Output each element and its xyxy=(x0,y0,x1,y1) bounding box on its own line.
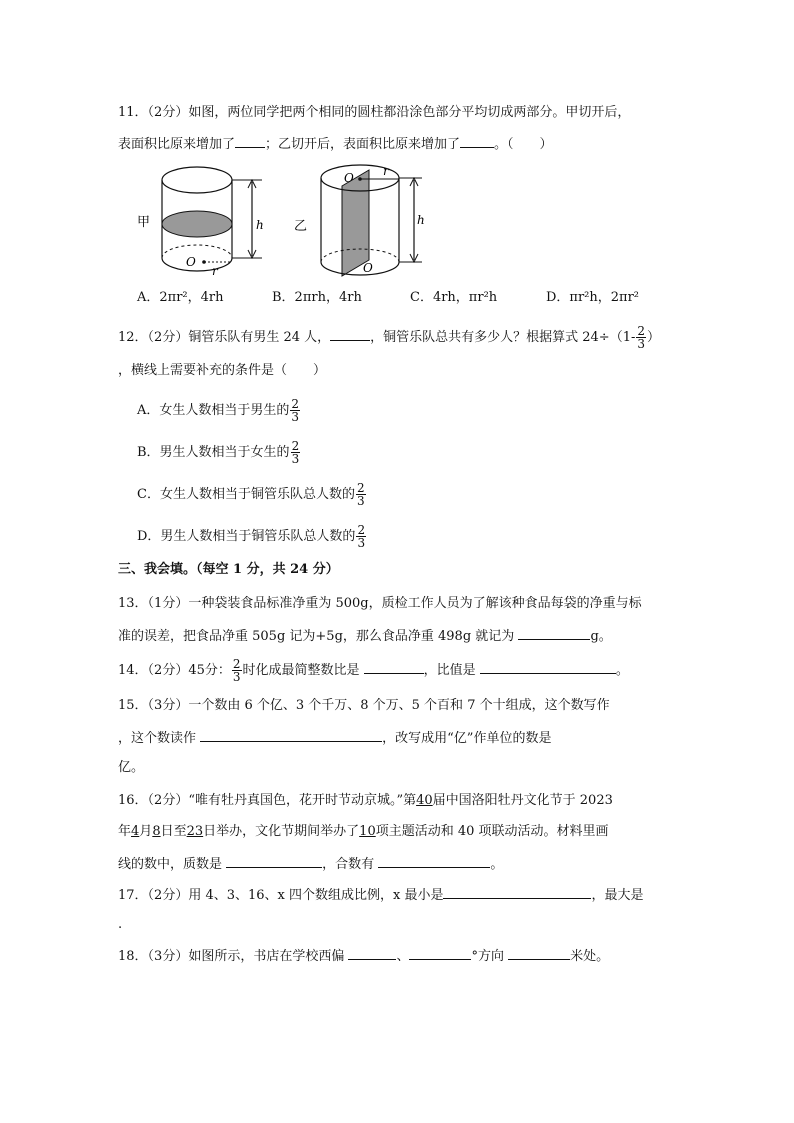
q15-line1: 15．（3分）一个数由 6 个亿、3 个千万、8 个万、5 个百和 7 个十组成，这个数写作 xyxy=(118,698,610,713)
q12-fraction: $\frac{2}{3}$ xyxy=(637,324,645,351)
q11-text-c: 。（ ） xyxy=(494,137,553,152)
q14-text-b: 时化成最简整数比是 xyxy=(242,663,360,678)
q16-blank-2[interactable] xyxy=(378,854,490,868)
q17-blank[interactable] xyxy=(443,885,591,899)
q11-figure xyxy=(134,158,434,284)
q14-text-a: 14．（2分）45分： xyxy=(118,663,231,678)
q11-line2 xyxy=(118,134,553,154)
q16-blank-1[interactable] xyxy=(226,854,322,868)
q13-blank[interactable] xyxy=(518,626,590,640)
q18-blank-3[interactable] xyxy=(508,946,570,960)
q11-option-b[interactable]: B．2πrh，4rh xyxy=(272,290,362,305)
q13-line2 xyxy=(118,626,612,646)
q18-blank-1[interactable] xyxy=(348,946,396,960)
q12-option-a[interactable]: A．女生人数相当于男生的 $\frac{2}{3}$ xyxy=(137,397,300,424)
q14-line xyxy=(118,658,629,683)
q14-text-d: 。 xyxy=(615,663,629,678)
fig-label-O2: O xyxy=(344,171,354,185)
q18-blank-2[interactable] xyxy=(409,946,471,960)
fig-label-h2: h xyxy=(417,213,425,227)
q11-blank-1[interactable] xyxy=(235,134,265,148)
section-3-heading: 三、我会填。（每空 1 分，共 24 分） xyxy=(118,562,339,577)
q17-line2: . xyxy=(118,917,123,932)
q15-line3: 亿。 xyxy=(118,760,145,775)
q16-underlined-10: 10 xyxy=(359,824,376,839)
q12-text-a: 12．（2分）铜管乐队有男生 24 人， xyxy=(118,330,331,345)
q16-line3: 线的数中，质数是 ，合数有 。 xyxy=(118,854,503,874)
q11-blank-2[interactable] xyxy=(460,134,494,148)
q14-blank-2[interactable] xyxy=(480,660,616,674)
q16-underlined-4: 4 xyxy=(131,824,140,839)
q14-blank-1[interactable] xyxy=(364,660,424,674)
q12-text-c: ） xyxy=(647,330,661,345)
fig-label-r1: r xyxy=(212,264,218,278)
q11-option-c[interactable]: C．4rh，πr²h xyxy=(410,290,498,305)
q12-blank[interactable] xyxy=(330,327,370,341)
q11-line1: 11．（2分）如图，两位同学把两个相同的圆柱都沿涂色部分平均切成两部分。甲切开后， xyxy=(118,105,631,120)
q17-line1: 17．（2分）用 4、3、16、x 四个数组成比例，x 最小是 ，最大是 xyxy=(118,885,643,905)
q16-underlined-8: 8 xyxy=(152,824,161,839)
q11-option-a[interactable]: A．2πr²，4rh xyxy=(137,290,224,305)
q12-option-b[interactable]: B．男生人数相当于女生的 $\frac{2}{3}$ xyxy=(137,439,300,466)
fig-label-jia: 甲 xyxy=(137,215,151,230)
q16-line2: 年4月8日至23日举办，文化节期间举办了10项主题活动和 40 项联动活动。材料里画 xyxy=(118,824,609,839)
fig-label-O3: O xyxy=(363,261,373,275)
q13-line1: 13．（1分）一种袋装食品标准净重为 500g，质检工作人员为了解该种食品每袋的净重与标 xyxy=(118,596,642,611)
fig-label-h1: h xyxy=(256,218,264,232)
q14-text-c: ，比值是 xyxy=(423,663,476,678)
q15-text-a: ，这个数读作 xyxy=(118,731,197,746)
q13-text-b: g。 xyxy=(590,629,612,644)
q12-line1 xyxy=(118,325,660,350)
fig-label-r2: r xyxy=(383,164,389,178)
q12-line2: ，横线上需要补充的条件是（ ） xyxy=(118,363,327,378)
fig-label-O1: O xyxy=(186,255,196,269)
q18-line: 18．（3分）如图所示，书店在学校西偏 、 °方向 米处。 xyxy=(118,946,609,966)
q16-line1: 16．（2分）“唯有牡丹真国色，花开时节动京城。”第40届中国洛阳牡丹文化节于 2023 xyxy=(118,793,613,808)
q11-text-a: 表面积比原来增加了 xyxy=(118,137,236,152)
q16-underlined-23: 23 xyxy=(186,824,204,839)
q13-text-a: 准的误差，把食品净重 505g 记为+5g，那么食品净重 498g 就记为 xyxy=(118,629,515,644)
q11-text-b: ；乙切开后，表面积比原来增加了 xyxy=(265,137,461,152)
q15-line2 xyxy=(118,728,551,748)
fig-label-yi: 乙 xyxy=(294,219,308,234)
q12-option-d[interactable]: D．男生人数相当于铜管乐队总人数的 $\frac{2}{3}$ xyxy=(137,523,366,550)
q15-blank[interactable] xyxy=(200,728,382,742)
q11-option-d[interactable]: D．πr²h，2πr² xyxy=(546,290,640,305)
q12-text-b: ，铜管乐队总共有多少人？根据算式 24÷（1- xyxy=(370,330,636,345)
q12-option-c[interactable]: C．女生人数相当于铜管乐队总人数的 $\frac{2}{3}$ xyxy=(137,481,365,508)
q14-fraction: $\frac{2}{3}$ xyxy=(232,657,241,684)
q16-underlined-40: 40 xyxy=(416,793,433,808)
q15-text-b: ，改写成用“亿”作单位的数是 xyxy=(382,731,552,746)
